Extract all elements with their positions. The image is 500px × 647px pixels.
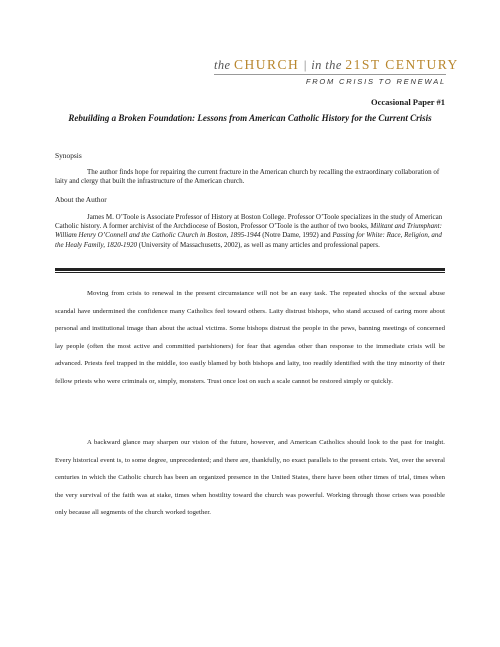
about-text-part-1: James M. O’Toole is Associate Professor of History at Boston College. Professor O’Toole specializes in the study of American Catholic history. A former archivist of the Archdiocese of Boston, Professor O’Toole is the author of two books, xyxy=(55,213,443,231)
paper-number: Occasional Paper #1 xyxy=(371,97,445,107)
synopsis-text: The author finds hope for repairing the current fracture in the American church by recalling the extraordinary collaboration of laity and clergy that built the infrastructure of the American church. xyxy=(55,168,440,186)
about-book-1: Militant and Triumphant: William Henry O’Connell and the Catholic Church in Boston, 1895-1944 xyxy=(55,222,442,240)
masthead-in-the: in the xyxy=(311,58,342,72)
paper-title: Rebuilding a Broken Foundation: Lessons from American Catholic History for the Current Crisis xyxy=(68,113,432,123)
about-heading: About the Author xyxy=(55,195,107,204)
masthead-logo xyxy=(214,57,459,91)
masthead-rule xyxy=(214,74,446,75)
body-paragraph-1: Moving from crisis to renewal in the present circumstance will not be an easy task. The repeated shocks of the sexual abuse scandal have undermined the confidence many Catholics feel toward others. Laity distrust bishops, who stand accused of caring more about personal and institutional image than about the actual victims. Some bishops distrust the people in the pews, banning meetings of concerned lay people (often the most active and committed parishioners) for fear that agendas other than response to the immediate crisis will be advanced. Priests feel trapped in the middle, too easily blamed by both bishops and laity, too readily identified with the tiny minority of their fellow priests who were criminals or, simply, monsters. Trust once lost on such a scale cannot be restored simply or quickly. xyxy=(55,290,445,385)
masthead-bar: | xyxy=(303,58,307,72)
about-text-part-2: (Notre Dame, 1992) and xyxy=(260,231,333,240)
section-divider-thick xyxy=(55,268,445,271)
synopsis-heading: Synopsis xyxy=(55,151,82,160)
masthead-subtitle: FROM CRISIS TO RENEWAL xyxy=(305,77,446,86)
section-divider-thin xyxy=(55,272,445,273)
about-text-part-3: (University of Massachusetts, 2002), as well as many articles and professional papers. xyxy=(137,240,380,249)
about-text xyxy=(55,213,445,250)
about-book-2: Passing for White: Race, Religion, and the Healy Family, 1820-1920 xyxy=(55,231,442,249)
masthead-church: CHURCH xyxy=(234,57,300,72)
masthead-the: the xyxy=(214,58,231,72)
masthead-century: 21ST CENTURY xyxy=(345,57,459,72)
masthead-title xyxy=(214,57,459,73)
body-paragraph-2: A backward glance may sharpen our vision of the future, however, and American Catholics should look to the past for insight. Every historical event is, to some degree, unprecedented; and there are, thankfully, no exact parallels to the present crisis. Yet, over the several centuries in which the Catholic church has been an organized presence in the United States, there have been other times of trial, times when the very survival of the faith was at stake, times when hostility toward the church was powerful. Working through those crises was possible only because all segments of the church worked together. xyxy=(55,439,445,517)
